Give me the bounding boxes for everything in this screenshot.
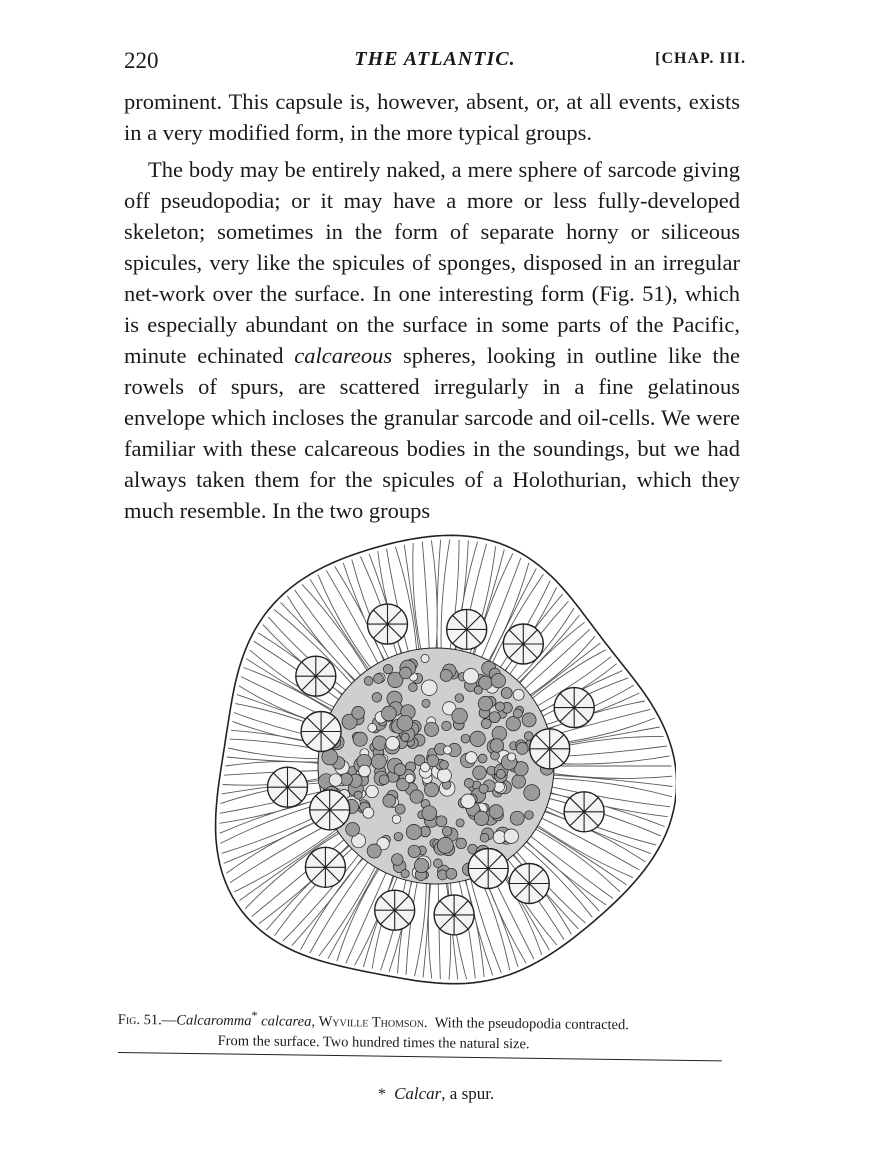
granule (516, 743, 528, 755)
spur-spokes (310, 790, 350, 830)
granule (478, 754, 487, 763)
granule (353, 732, 367, 746)
granule (406, 824, 421, 839)
granule (386, 737, 400, 751)
spur-spokes (296, 656, 336, 696)
granule (401, 870, 409, 878)
spur-spokes (509, 864, 549, 904)
granule (437, 837, 453, 853)
spur-spokes (468, 849, 508, 889)
granule (421, 654, 429, 662)
footnote-term: Calcar (394, 1084, 442, 1103)
granule (359, 765, 371, 777)
granule (522, 713, 536, 727)
granule (414, 858, 428, 872)
granule (442, 827, 452, 837)
granule (492, 726, 507, 741)
granule (489, 805, 503, 819)
granule (368, 723, 377, 732)
granule (408, 845, 420, 857)
granule (455, 694, 464, 703)
granule (437, 768, 451, 782)
page-number: 220 (124, 48, 159, 73)
footnote (0, 1084, 872, 1104)
caption-line-1-rest: With the pseudopodia contracted. (434, 1015, 629, 1034)
granule (513, 709, 522, 718)
granule (456, 838, 467, 849)
caption-footnote-mark: * (251, 1008, 258, 1023)
granule (456, 819, 464, 827)
granule (397, 715, 413, 731)
granule (465, 752, 477, 764)
granule (440, 669, 452, 681)
spur-spokes (368, 604, 408, 644)
chapter-label: [CHAP. III. (655, 50, 746, 67)
granule (374, 674, 384, 684)
granule (394, 764, 406, 776)
granule (427, 755, 439, 767)
granule (470, 731, 485, 746)
granule (400, 667, 412, 679)
granule (409, 683, 418, 692)
spur-spokes (530, 729, 570, 769)
granule (495, 702, 504, 711)
granule (461, 794, 475, 808)
spur-spokes (375, 890, 415, 930)
paragraph-1: prominent. This capsule is, however, absent, or, at all events, exists in a very modified form, in the more typical groups. (124, 89, 740, 145)
figure-51-illustration (206, 516, 676, 998)
body-text (124, 86, 740, 526)
spur-spokes (305, 847, 345, 887)
granule (452, 708, 468, 724)
caption-dash: — (161, 1012, 177, 1029)
granule (525, 811, 534, 820)
paragraph-2-part-2: spheres, looking in outline like the rowels of spurs, are scattered irregularly in a fine gelatinous envelope which incloses the granular sarcode and oil-cells. We were familiar with these calcareous bodies in the soundings, but we had always taken them for the spicules of a Holothurian, which they much resemble. In the two groups (124, 343, 740, 523)
granule (436, 816, 447, 827)
figure-caption (118, 1004, 728, 1056)
granule (444, 746, 452, 754)
spur-spokes (434, 895, 474, 935)
spur-spokes (301, 712, 341, 752)
caption-species: calcarea, (261, 1013, 316, 1030)
granule (366, 785, 378, 797)
granule (383, 794, 396, 807)
caption-fig-label: Fig. 51. (117, 1011, 162, 1029)
caption-author: Wyville Thomson. (318, 1013, 428, 1032)
granule (392, 815, 401, 824)
granule (372, 693, 382, 703)
granule (463, 669, 478, 684)
granule (424, 783, 438, 797)
calcaromma-drawing (206, 516, 676, 998)
spur-spokes (503, 624, 543, 664)
spur-spokes (554, 688, 594, 728)
granule (464, 778, 473, 787)
granule (371, 754, 386, 769)
granule (383, 665, 392, 674)
granule (524, 785, 540, 801)
granule (367, 844, 381, 858)
granule (346, 823, 360, 837)
granule (474, 686, 482, 694)
granule (512, 775, 526, 789)
granule (422, 699, 430, 707)
granule (504, 829, 518, 843)
granule (379, 775, 389, 785)
granule (422, 806, 437, 821)
granule (410, 790, 423, 803)
granule (434, 859, 443, 868)
granule (401, 733, 409, 741)
granule (405, 774, 414, 783)
granule (506, 717, 520, 731)
granule (501, 688, 512, 699)
granule (354, 791, 362, 799)
granule (442, 721, 451, 730)
granule (510, 811, 524, 825)
granule (491, 751, 500, 760)
granule (478, 696, 492, 710)
granule (446, 868, 457, 879)
granule (424, 722, 438, 736)
granule (352, 706, 365, 719)
footnote-definition: , a spur. (441, 1084, 495, 1103)
caption-line-2: From the surface. Two hundred times the natural size. (217, 1032, 530, 1053)
granule (496, 769, 505, 778)
page-header (124, 44, 746, 76)
granule (473, 766, 487, 780)
granule (422, 680, 438, 696)
granule (329, 774, 342, 787)
granule (392, 854, 404, 866)
granule (474, 811, 488, 825)
granule (440, 761, 449, 770)
caption-genus: Calcaromma (176, 1012, 252, 1030)
granule (382, 706, 397, 721)
granule (394, 832, 403, 841)
granule (508, 753, 516, 761)
granule (489, 712, 500, 723)
granule (363, 807, 374, 818)
granule (479, 784, 488, 793)
granule (461, 734, 470, 743)
granule (491, 674, 505, 688)
granule (490, 739, 504, 753)
spur-spokes (447, 609, 487, 649)
paragraph-2-italic: calcareous (294, 343, 393, 368)
granule (364, 677, 373, 686)
spur-spokes (564, 792, 604, 832)
granule (480, 833, 489, 842)
running-title: THE ATLANTIC. (354, 48, 516, 70)
granule (513, 689, 524, 700)
footnote-marker: * (377, 1086, 386, 1103)
paragraph-2 (124, 154, 740, 526)
granule (395, 804, 405, 814)
spur-spokes (268, 767, 308, 807)
paragraph-2-part-1: The body may be entirely naked, a mere sphere of sarcode giving off pseudopodia; or it may have a more or less fully-developed skeleton; sometimes in the form of separate horny or siliceous spicules, very like the spicules of sponges, disposed in an irregular net-work over the surface. In one interesting form (Fig. 51), which is especially abundant on the surface in some parts of the Pacific, minute echinated (124, 157, 740, 368)
